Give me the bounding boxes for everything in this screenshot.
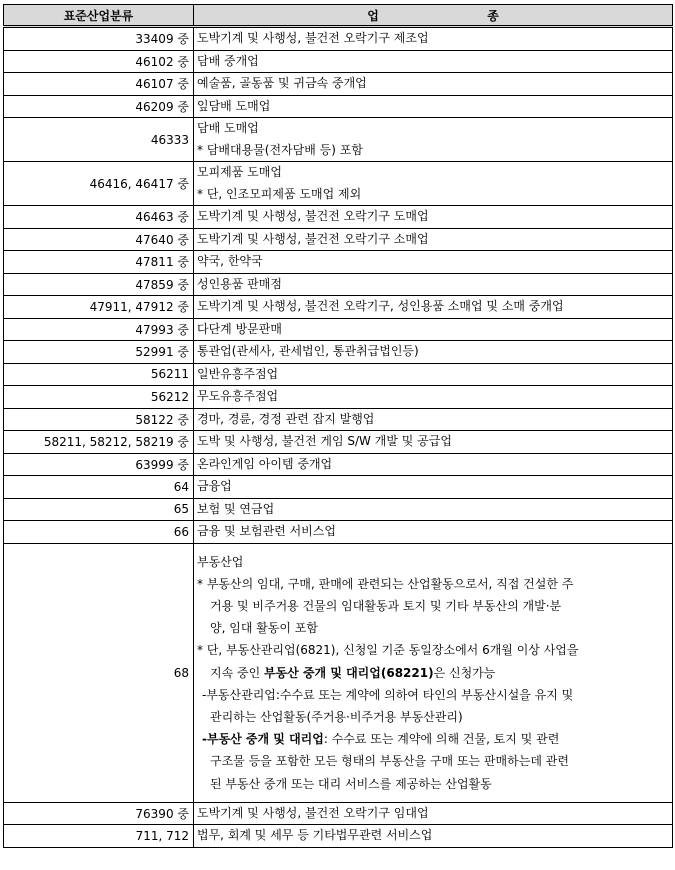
row-code: 56211 — [4, 363, 194, 386]
row-code: 46333 — [4, 118, 194, 162]
row-description — [194, 825, 673, 848]
header-industry-char-2: 종 — [487, 8, 499, 23]
row-code: 47993 중 — [4, 318, 194, 341]
row68-note2-bold: 부동산 중개 및 대리업(68221) — [264, 665, 434, 680]
row-description — [194, 802, 673, 825]
row-description-line: 모피제품 도매업 — [197, 165, 282, 179]
table-row — [4, 476, 673, 499]
table-row — [4, 453, 673, 476]
row-code: 47640 중 — [4, 228, 194, 251]
table-row — [4, 363, 673, 386]
row68-note2-suffix: 은 신청가능 — [433, 665, 496, 680]
row-description-line: 잎담배 도매업 — [197, 98, 271, 113]
row-description — [194, 408, 673, 431]
row-description-line: 성인용품 판매점 — [197, 276, 282, 291]
table-row — [4, 95, 673, 118]
row-description — [194, 318, 673, 341]
row68-note4-l1 — [197, 728, 672, 750]
table-row — [4, 27, 673, 51]
row-code: 58122 중 — [4, 408, 194, 431]
table-row — [4, 73, 673, 96]
row68-note3-l2: 관리하는 산업활동(주거용·비주거용 부동산관리) — [210, 709, 463, 724]
row-code: 63999 중 — [4, 453, 194, 476]
industry-classification-table — [3, 4, 673, 848]
row-description-line: 통관업(관세사, 관세법인, 통관취급법인등) — [197, 344, 419, 358]
row-description — [194, 341, 673, 364]
row-description — [194, 386, 673, 409]
row-description-line: 도박기계 및 사행성, 불건전 오락기구, 성인용품 소매업 및 소매 중개업 — [197, 299, 564, 313]
table-row — [4, 206, 673, 229]
table-row — [4, 825, 673, 848]
row-code: 47859 중 — [4, 273, 194, 296]
row68-note2-prefix: 지속 중인 — [210, 665, 264, 680]
row-description — [194, 273, 673, 296]
table-row — [4, 408, 673, 431]
row-description-line: 무도유흥주점업 — [197, 389, 279, 403]
row68-title: 부동산업 — [197, 554, 244, 569]
row-description-line: 예술품, 골동품 및 귀금속 중개업 — [197, 76, 367, 90]
table-row — [4, 251, 673, 274]
row-description — [194, 431, 673, 454]
header-industry-char-1: 업 — [367, 8, 379, 23]
row-code: 52991 중 — [4, 341, 194, 364]
row-description — [194, 251, 673, 274]
table-row — [4, 431, 673, 454]
row-description-line: 금융 및 보험관련 서비스업 — [197, 524, 336, 538]
row-description — [194, 228, 673, 251]
table-row — [4, 521, 673, 544]
row68-note2-l2 — [197, 662, 672, 684]
row-code: 46416, 46417 중 — [4, 162, 194, 206]
row-code: 76390 중 — [4, 802, 194, 825]
table-row — [4, 50, 673, 73]
row-code: 33409 중 — [4, 27, 194, 51]
row-code: 66 — [4, 521, 194, 544]
row-description-line: 경마, 경륜, 경정 관련 잡지 발행업 — [197, 411, 375, 426]
row-description-line: 도박기계 및 사행성, 불건전 오락기구 임대업 — [197, 805, 429, 820]
table-row — [4, 341, 673, 364]
row-description — [194, 453, 673, 476]
row-description-line: 담배 도매업 — [197, 121, 259, 135]
row-code: 65 — [4, 498, 194, 521]
table-row — [4, 498, 673, 521]
table-row — [4, 162, 673, 206]
row-code: 46102 중 — [4, 50, 194, 73]
row68-note3-l1: -부동산관리업:수수료 또는 계약에 의하여 타인의 부동산시설을 유지 및 — [202, 687, 574, 702]
row68-note1-l2: 거용 및 비주거용 건물의 임대활동과 토지 및 기타 부동산의 개발·분 — [210, 598, 562, 613]
row-code: 64 — [4, 476, 194, 499]
header-classification: 표준산업분류 — [4, 5, 194, 27]
row-code: 711, 712 — [4, 825, 194, 848]
row-description-line: 도박기계 및 사행성, 불건전 오락기구 제조업 — [197, 31, 429, 45]
row-description — [194, 476, 673, 499]
table-row — [4, 386, 673, 409]
row-description-line: 일반유흥주점업 — [197, 366, 279, 381]
row68-note4-bold: -부동산 중개 및 대리업 — [202, 732, 324, 747]
row-description-line: 도박기계 및 사행성, 불건전 오락기구 도매업 — [197, 209, 429, 223]
header-industry — [194, 5, 673, 27]
row-description — [194, 27, 673, 51]
row-code: 58211, 58212, 58219 중 — [4, 431, 194, 454]
row-description-line: 보험 및 연금업 — [197, 501, 275, 516]
row-code: 47811 중 — [4, 251, 194, 274]
row-code: 68 — [4, 543, 194, 802]
row-description — [194, 498, 673, 521]
row-code: 56212 — [4, 386, 194, 409]
row-description-line: 온라인게임 아이템 중개업 — [197, 456, 333, 471]
row-description — [194, 206, 673, 229]
row-description — [194, 50, 673, 73]
row-description-line: 다단계 방문판매 — [197, 321, 282, 336]
row68-note4-l2: 구조물 등을 포함한 모든 형태의 부동산을 구매 또는 판매하는데 관련 — [210, 754, 569, 769]
row-code: 46107 중 — [4, 73, 194, 96]
row-description-line: 담배 중개업 — [197, 53, 259, 68]
row-description — [194, 543, 673, 802]
row68-note1-l3: 양, 임대 활동이 포함 — [210, 621, 318, 636]
row-description-line: * 단, 인조모피제품 도매업 제외 — [197, 186, 362, 201]
table-row — [4, 802, 673, 825]
row-description-line: * 담배대용물(전자담배 등) 포함 — [197, 142, 363, 157]
row-description-line: 도박 및 사행성, 불건전 게임 S/W 개발 및 공급업 — [197, 434, 452, 448]
row-description — [194, 363, 673, 386]
row-code: 46463 중 — [4, 206, 194, 229]
row68-note4-l3: 된 부동산 중개 또는 대리 서비스를 제공하는 산업활동 — [210, 776, 492, 791]
row-description-line: 법무, 회계 및 세무 등 기타법무관련 서비스업 — [197, 828, 433, 843]
table-row — [4, 318, 673, 341]
row-description — [194, 162, 673, 206]
row-description-line: 도박기계 및 사행성, 불건전 오락기구 소매업 — [197, 231, 429, 246]
table-body — [4, 27, 673, 848]
table-row — [4, 296, 673, 319]
row68-note2-l1: * 단, 부동산관리업(6821), 신청일 기준 동일장소에서 6개월 이상 사업을 — [197, 643, 579, 658]
table-header-row — [4, 5, 673, 27]
table-row — [4, 273, 673, 296]
row-description — [194, 95, 673, 118]
row68-note1-l1: * 부동산의 임대, 구매, 판매에 관련되는 산업활동으로서, 직접 건설한 주 — [197, 576, 574, 591]
row-description — [194, 73, 673, 96]
row-code: 46209 중 — [4, 95, 194, 118]
row68-note4-suffix: : 수수료 또는 계약에 의해 건물, 토지 및 관련 — [323, 732, 560, 747]
table-row — [4, 118, 673, 162]
row-description-line: 금융업 — [197, 479, 232, 493]
row-description — [194, 521, 673, 544]
table-row — [4, 228, 673, 251]
row-description — [194, 118, 673, 162]
row-description-line: 약국, 한약국 — [197, 254, 263, 268]
row-code: 47911, 47912 중 — [4, 296, 194, 319]
row-description — [194, 296, 673, 319]
table-row-real-estate — [4, 543, 673, 802]
